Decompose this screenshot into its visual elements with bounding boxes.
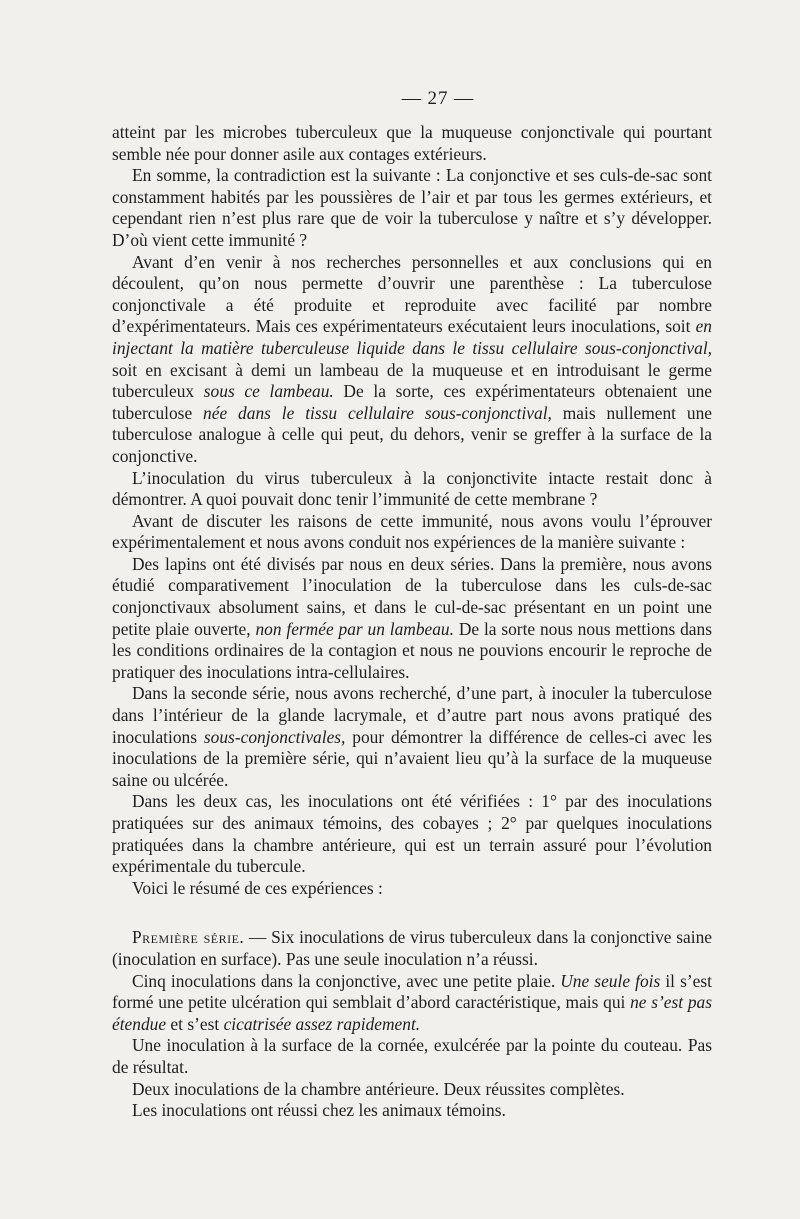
body-text (112, 122, 712, 1122)
paragraph (112, 1100, 712, 1122)
italic-text: sous ce lambeau. (203, 381, 334, 402)
paragraph (112, 791, 712, 877)
italic-text: cicatrisée assez rapidement. (223, 1013, 421, 1034)
italic-text: en injectant la matière tuberculeuse liquide dans le tissu cellulaire sous-conjonctival, (112, 316, 712, 358)
italic-text: née dans le tissu cellulaire sous-conjonctival, (203, 402, 552, 423)
text-run: En somme, la contradiction est la suivante : La conjonctive et ses culs-de-sac sont constamment habités par les poussières de l’air et par tous les germes extérieurs, et cependant rien n’est plus rare que de voir la tuberculose y naître et s’y développer. D’où vient cette immunité ? (112, 165, 712, 250)
section-heading: Première série. (132, 927, 245, 948)
page-number: — 27 — (401, 88, 475, 109)
text-run: soit en excisant à demi un lambeau de la muqueuse et en introduisant le germe tuberculeux (112, 359, 712, 402)
text-run: il s’est formé une petite ulcération qui semblait d’abord caractéristique, mais qui (112, 970, 712, 1013)
paragraph (112, 165, 712, 251)
italic-text: ne s’est pas étendue (112, 992, 712, 1034)
text-run: et s’est (166, 1013, 224, 1034)
text-run: — Six inoculations de virus tuberculeux dans la conjonctive saine (inoculation en surface). Pas une seule inoculation n’a réussi. (112, 927, 712, 969)
text-run: Avant de discuter les raisons de cette immunité, nous avons voulu l’éprouver expérimentalement et nous avons conduit nos expériences de la manière suivante : (112, 510, 712, 553)
text-run: pour démontrer la différence de celles-ci avec les inoculations de la première série, qui n’avaient lieu qu’à la surface de la muqueuse saine ou ulcérée. (112, 726, 712, 790)
paragraph (112, 252, 712, 468)
paragraph (112, 683, 712, 791)
text-run: Dans la seconde série, nous avons recherché, d’une part, à inoculer la tuberculose dans l’intérieur de la glande lacrymale, et d’autre part nous avons pratiqué des inoculations (112, 683, 712, 747)
text-run: Dans les deux cas, les inoculations ont été vérifiées : 1° par des inoculations pratiquées sur des animaux témoins, des cobayes ; 2° par quelques inoculations pratiquées dans la chambre antérieure, qui est un terrain assuré pour l’évolution expérimentale du tubercule. (112, 791, 712, 877)
paragraph (112, 1079, 712, 1101)
paragraph (112, 927, 712, 970)
paragraph (112, 511, 712, 554)
paragraph (112, 468, 712, 511)
text-run: Deux inoculations de la chambre antérieure. Deux réussites complètes. (132, 1078, 625, 1099)
text-run: Avant d’en venir à nos recherches personnelles et aux conclusions qui en découlent, qu’on nous permette d’ouvrir une parenthèse : La tuberculose conjonctivale a été produite et reproduite avec facilité par nombre d’expérimentateurs. Mais ces expérimentateurs exécutaient leurs inoculations, soit (112, 251, 712, 337)
text-run: atteint par les microbes tuberculeux que la muqueuse conjonctivale qui pourtant semble née pour donner asile aux contages extérieurs. (112, 122, 712, 164)
paragraph (112, 554, 712, 684)
text-run: Une inoculation à la surface de la cornée, exulcérée par la pointe du couteau. Pas de résultat. (112, 1035, 712, 1077)
paragraph (112, 1035, 712, 1078)
text-run: Des lapins ont été divisés par nous en deux séries. Dans la première, nous avons étudié comparativement l’inoculation de la tuberculose dans les culs-de-sac conjonctivaux absolument sains, et dans le cul-de-sac présentant en un point une petite plaie ouverte, (112, 553, 712, 639)
text-run: De la sorte nous nous mettions dans les conditions ordinaires de la contagion et nous ne pouvions encourir le reproche de pratiquer des inoculations intra-cellulaires. (112, 618, 712, 682)
paragraph (112, 878, 712, 900)
text-run: Les inoculations ont réussi chez les animaux témoins. (132, 1100, 506, 1121)
italic-text: sous-conjonctivales, (203, 726, 346, 747)
text-run: L’inoculation du virus tuberculeux à la conjonctivite intacte restait donc à démontrer. A quoi pouvait donc tenir l’immunité de cette membrane ? (112, 467, 712, 510)
paragraph (112, 122, 712, 165)
italic-text: Une seule fois (560, 970, 661, 991)
text-run: mais nullement une tuberculose analogue à celle qui peut, du dehors, venir se greffer à la surface de la conjonctive. (112, 402, 712, 466)
italic-text: non fermée par un lambeau. (255, 618, 454, 639)
text-run: De la sorte, ces expérimentateurs obtenaient une tuberculose (112, 381, 712, 423)
text-run: Voici le résumé de ces expériences : (132, 877, 383, 898)
text-run: Cinq inoculations dans la conjonctive, avec une petite plaie. (132, 970, 561, 991)
paragraph (112, 971, 712, 1036)
